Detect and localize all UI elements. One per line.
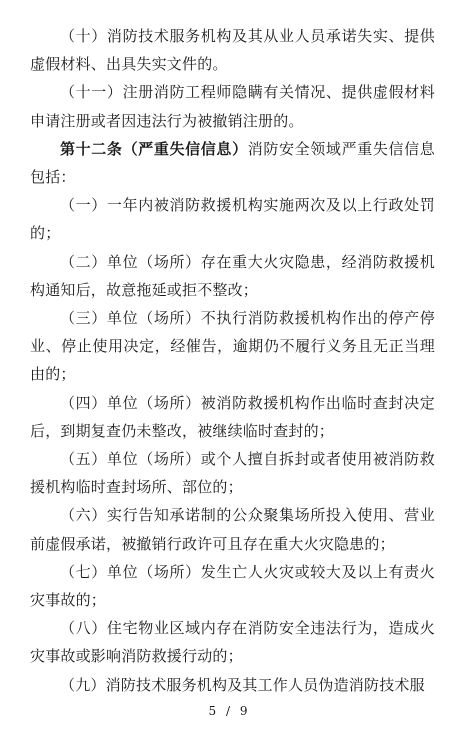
article-12-clause-3: （三）单位（场所）不执行消防救援机构作出的停产停业、停止使用决定，经催告，逾期仍不履行义务且无正当理由的； [30,309,435,384]
clause-10: （十）消防技术服务机构及其从业人员承诺失实、提供虚假材料、出具失实文件的。 [30,27,435,74]
document-body [30,22,435,699]
article-12-clause-1: （一）一年内被消防救援机构实施两次及以上行政处罚的； [30,196,435,243]
article-12-clause-7: （七）单位（场所）发生亡人火灾或较大及以上有责火灾事故的； [30,562,435,610]
article-12-clause-8: （八）住宅物业区域内存在消防安全违法行为，造成火灾事故或影响消防救援行动的； [30,619,435,666]
article-12 [30,135,435,191]
article-12-clause-6: （六）实行告知承诺制的公众聚集场所投入使用、营业前虚假承诺，被撤销行政许可且存在重大火灾隐患的； [30,506,435,553]
article-12-clause-2: （二）单位（场所）存在重大火灾隐患，经消防救援机构通知后，故意拖延或拒不整改； [30,252,435,299]
article-12-heading: 第十二条（严重失信信息） [60,139,248,158]
article-12-clause-5: （五）单位（场所）或个人擅自拆封或者使用被消防救援机构临时查封场所、部位的； [30,450,435,497]
clause-11: （十一）注册消防工程师隐瞒有关情况、提供虚假材料申请注册或者因违法行为被撤销注册的。 [30,83,435,130]
article-12-clause-4: （四）单位（场所）被消防救援机构作出临时查封决定后，到期复查仍未整改，被继续临时查封的； [30,393,435,440]
article-12-intro: 消防安全领域严重失信信息包括： [30,139,435,187]
page-number: 5 / 9 [208,704,251,718]
article-12-clause-9: （九）消防技术服务机构及其工作人员伪造消防技术服 [60,675,425,694]
